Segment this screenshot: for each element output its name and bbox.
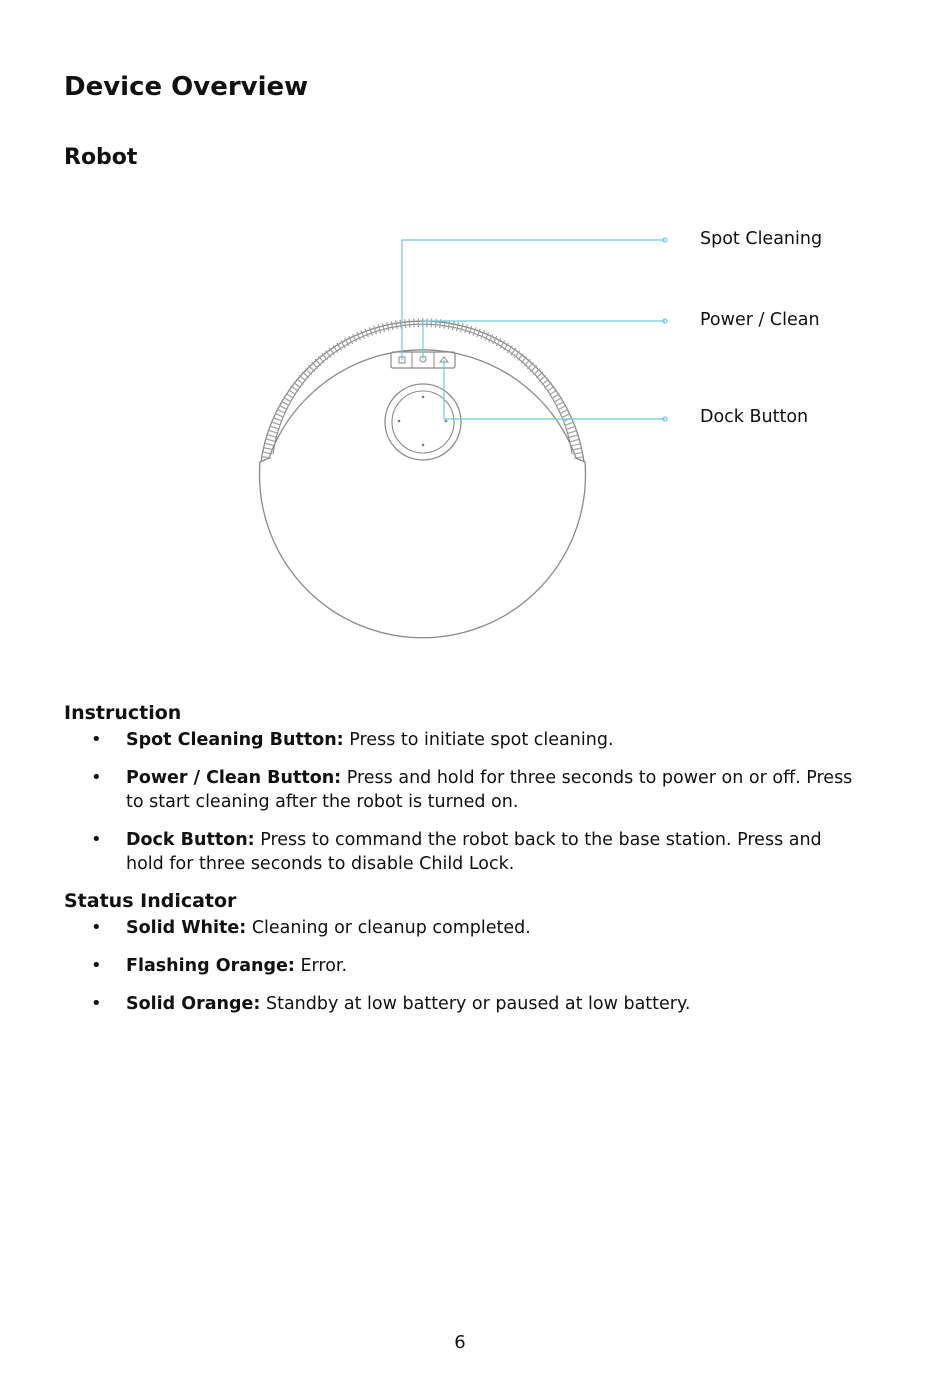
- leader-spot-cleaning: [402, 240, 665, 360]
- lidar-turret-outer: [385, 384, 461, 460]
- list-item-term: Dock Button:: [126, 830, 255, 850]
- callout-power-clean: Power / Clean: [700, 310, 820, 330]
- callout-dock-button: Dock Button: [700, 407, 809, 427]
- list-item-text: Press to command the robot back to the base station. Press and hold for three seconds to disable Child Lock.: [126, 830, 822, 874]
- list-item-text: Standby at low battery or paused at low battery.: [260, 994, 691, 1014]
- list-item-term: Solid White:: [126, 918, 247, 938]
- list-item: [64, 954, 864, 978]
- robot-body-outline: [260, 350, 586, 638]
- list-item: [64, 728, 864, 752]
- list-item-term: Spot Cleaning Button:: [126, 730, 344, 750]
- list-item: [64, 766, 864, 814]
- list-item-text: Error.: [294, 956, 348, 976]
- list-item: [64, 828, 864, 876]
- instruction-heading: Instruction: [64, 702, 182, 724]
- status-list: [64, 916, 864, 1030]
- list-item: [64, 916, 864, 940]
- list-item-text: Cleaning or cleanup completed.: [246, 918, 531, 938]
- list-item: [64, 992, 864, 1016]
- list-item-term: Solid Orange:: [126, 994, 261, 1014]
- robot-top-view-illustration: [240, 200, 950, 660]
- callout-spot-cleaning: Spot Cleaning: [700, 229, 823, 249]
- page-number: 6: [454, 1332, 466, 1353]
- page-title: Device Overview: [64, 72, 309, 102]
- list-item-text: Press to initiate spot cleaning.: [343, 730, 614, 750]
- status-heading: Status Indicator: [64, 890, 237, 912]
- list-item-term: Flashing Orange:: [126, 956, 295, 976]
- list-item-term: Power / Clean Button:: [126, 768, 342, 788]
- list-item-text: Press and hold for three seconds to power on or off. Press to start cleaning after the robot is turned on.: [126, 768, 853, 812]
- section-title: Robot: [64, 145, 138, 170]
- instruction-list: [64, 728, 864, 890]
- robot-diagram: [240, 200, 950, 660]
